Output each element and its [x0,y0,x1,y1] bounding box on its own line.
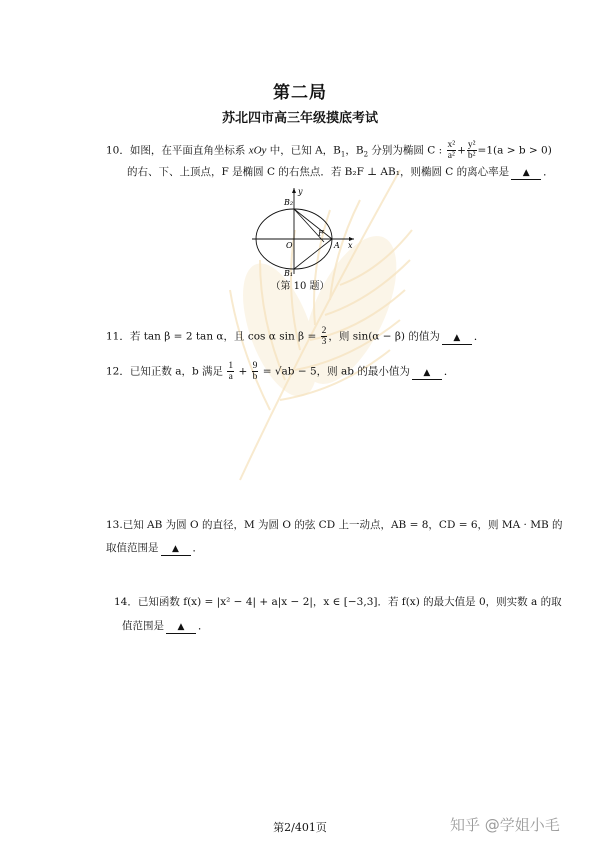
q10-text-c: ，B [345,144,364,157]
zhihu-source-watermark: 知乎 @学姐小毛 [450,816,560,834]
question-11 [106,326,484,347]
q13-end: ． [192,542,203,554]
q12-fraction-1: $\frac{1}{a}$ [228,361,234,382]
q13-line2-text: 取值范围是 [106,542,159,554]
q11-answer-blank[interactable]: ▲ [442,333,472,345]
question-13-line-2 [106,541,203,556]
q10-text-b: 中，已知 A，B [266,144,341,157]
label-A: A [334,241,340,250]
q10-text-e: =1(a > b > 0) [477,144,552,157]
q10-text-d: 分别为椭圆 C : [368,144,443,157]
q12-text-a: 12．已知正数 a，b 满足 [106,365,224,378]
q13-answer-blank[interactable]: ▲ [161,544,191,556]
segment-B2-A [294,209,332,239]
question-14-line-2 [122,619,209,634]
exam-title: 苏北四市高三年级摸底考试 [221,111,378,126]
q14-line2-text: 值范围是 [122,620,164,632]
label-B2: B₂ [284,198,294,207]
q10-end: ． [543,166,554,178]
q11-text-b: ，则 sin(α − β) 的值为 [328,330,440,343]
page-number: 第2/401页 [273,821,327,834]
q12-end: ． [443,365,455,378]
round-title: 第二局 [273,83,327,103]
q11-text-a: 11．若 tan β = 2 tan α，且 cos α sin β = [106,330,317,343]
y-axis-arrow-icon [292,188,296,193]
q10-line2-text: 的右、下、上顶点，F 是椭圆 C 的右焦点．若 B₂F ⊥ AB₁，则椭圆 C 的离心率是 [127,166,510,178]
segment-B1-A [294,239,332,269]
q12-text-b: = √ab − 5，则 ab 的最小值为 [259,365,410,378]
q12-plus: + [235,365,251,378]
question-12 [106,361,454,382]
q12-fraction-2: $\frac{9}{b}$ [252,361,258,382]
question-10-line-1: 10．如图，在平面直角坐标系 xOy 中，已知 A，$B_1$，$B_2$ 分别为椭圆 C : $\frac{\text{x²}}{\text{a²}}$ + $\frac{\text{y²}}{\text{b²}}$ =1(a > b > 0) [106,140,552,161]
q11-fraction: $\frac{2}{3}$ [321,326,327,347]
figure-caption: （第 10 题） [270,281,330,292]
label-O: O [286,241,293,250]
ellipse-figure [250,186,360,276]
q14-answer-blank[interactable]: ▲ [166,622,196,634]
q10-answer-blank[interactable]: ▲ [511,168,541,180]
q10-text-a: 10．如图，在平面直角坐标系 [106,144,249,157]
q14-end: ． [198,620,209,632]
label-x: x [348,241,353,250]
q10-coordinate-system: xOy [248,144,267,157]
q11-end: ． [473,330,485,343]
q10-fraction-x: $\frac{\text{x²}}{\text{a²}}$ [447,140,456,161]
q12-answer-blank[interactable]: ▲ [412,368,442,380]
question-13-line-1: 13.已知 AB 为圆 O 的直径，M 为圆 O 的弦 CD 上一动点，AB = 8，CD = 6，则 MA · MB 的 [106,519,563,531]
label-y: y [298,187,303,196]
question-10-line-2 [127,165,554,180]
label-F: F [318,229,324,238]
question-14-line-1: 14．已知函数 f(x) = |x² − 4| + a|x − 2|，x ∈ [−3,3]．若 f(x) 的最大值是 0，则实数 a 的取 [114,596,562,608]
q10-fraction-y: $\frac{\text{y²}}{\text{b²}}$ [467,140,476,161]
label-B1: B₁ [284,269,294,276]
